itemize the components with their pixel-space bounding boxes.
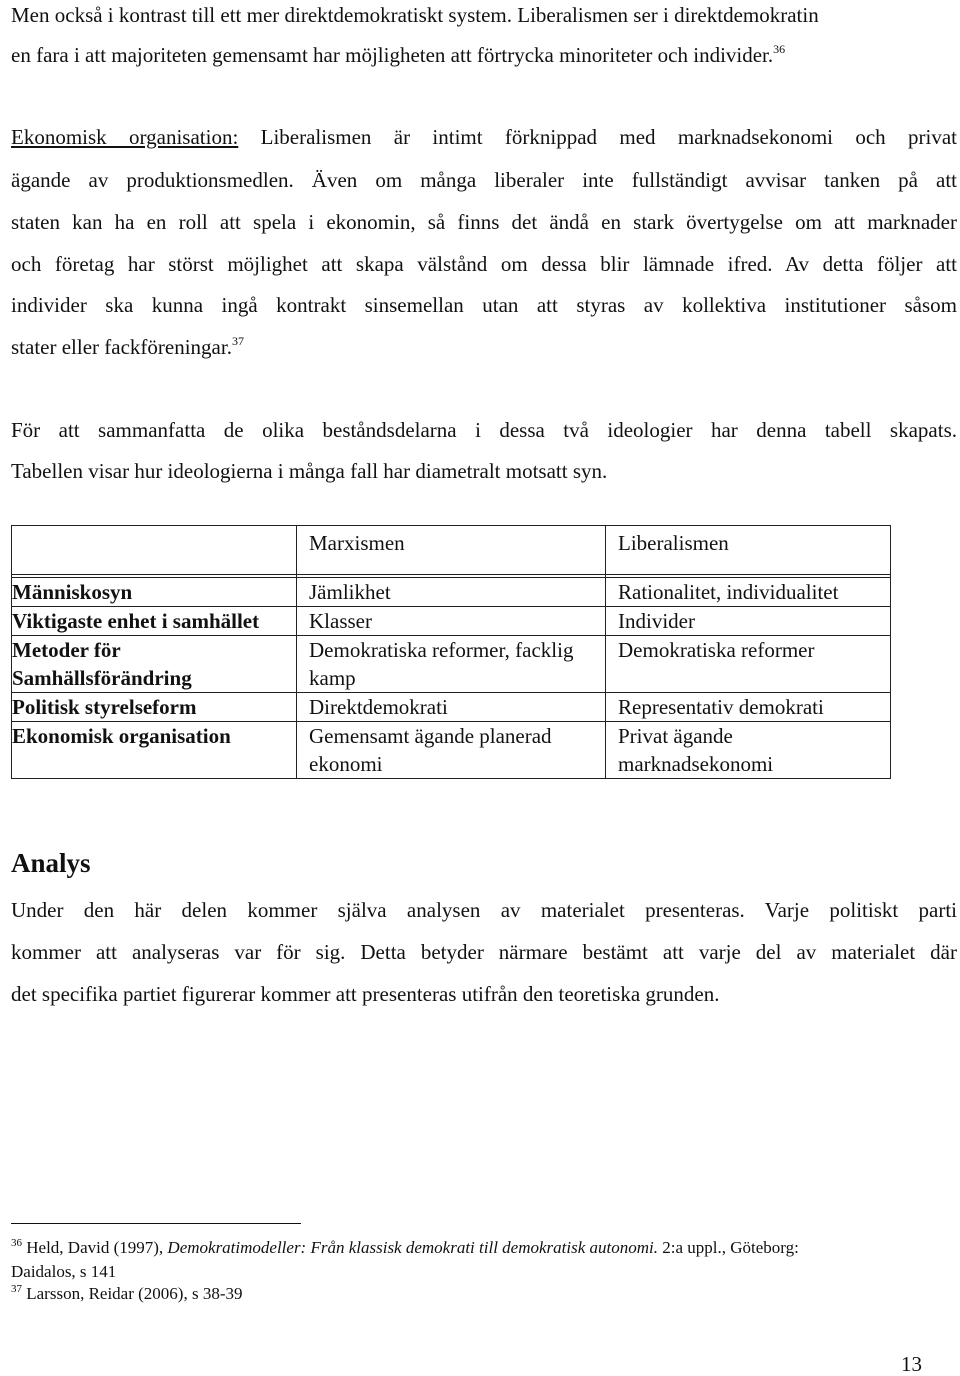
row-label: Viktigaste enhet i samhället (12, 607, 297, 636)
econ-line-1 (11, 125, 957, 149)
liberalism-cell: Privat ägande marknadsekonomi (606, 722, 891, 779)
row-label: Ekonomisk organisation (12, 722, 297, 779)
row-label: Politisk styrelseform (12, 693, 297, 722)
marxism-cell: Demokratiska reformer, facklig kamp (297, 636, 606, 693)
page-number: 13 (901, 1352, 922, 1376)
header-cell-empty (12, 526, 297, 575)
ideology-comparison-table (11, 525, 891, 779)
footnote-ref-37[interactable]: 37 (231, 334, 244, 348)
marxism-cell: Gemensamt ägande planerad ekonomi (297, 722, 606, 779)
intro-line-2-text: en fara i att majoriteten gemensamt har möjligheten att förtrycka minoriteter och individer. (11, 43, 774, 67)
section-heading-analys: Analys (11, 848, 91, 878)
liberalism-cell: Demokratiska reformer (606, 636, 891, 693)
footnote-36-title: Demokratimodeller: Från klassisk demokrati till demokratisk autonomi. (167, 1238, 658, 1257)
analys-line-1: Under den här delen kommer själva analysen av materialet presenteras. Varje politiskt parti (11, 898, 957, 922)
row-label: Människosyn (12, 578, 297, 607)
footnote-36-pre: Held, David (1997), (22, 1238, 168, 1257)
summary-line-1: För att sammanfatta de olika beståndsdelarna i dessa två ideologier har denna tabell skapats. (11, 418, 957, 442)
row-label: Metoder för Samhällsförändring (12, 636, 297, 693)
footnote-37-text: Larsson, Reidar (2006), s 38-39 (22, 1284, 243, 1303)
footnote-36-post: 2:a uppl., Göteborg: (658, 1238, 799, 1257)
econ-line-6 (11, 335, 244, 359)
summary-line-2: Tabellen visar hur ideologierna i många fall har diametralt motsatt syn. (11, 459, 608, 483)
econ-line-1-rest: Liberalismen är intimt förknippad med marknadsekonomi och privat (238, 125, 958, 149)
footnote-36-number: 36 (11, 1237, 22, 1249)
econ-line-3: staten kan ha en roll att spela i ekonomin, så finns det ändå en stark övertygelse om att marknader (11, 210, 957, 234)
footnote-36 (11, 1237, 799, 1259)
intro-line-2 (11, 43, 785, 67)
marxism-cell: Direktdemokrati (297, 693, 606, 722)
liberalism-cell: Rationalitet, individualitet (606, 578, 891, 607)
header-cell-marxismen: Marxismen (297, 526, 606, 575)
footnote-ref-36[interactable]: 36 (773, 42, 786, 56)
analys-line-3: det specifika partiet figurerar kommer att presenteras utifrån den teoretiska grunden. (11, 982, 720, 1006)
footnote-separator (11, 1223, 301, 1224)
marxism-cell: Jämlikhet (297, 578, 606, 607)
econ-line-4: och företag har störst möjlighet att skapa välstånd om dessa blir lämnade ifred. Av detta följer att (11, 252, 957, 276)
header-cell-liberalismen: Liberalismen (606, 526, 891, 575)
footnote-36-line-2: Daidalos, s 141 (11, 1262, 117, 1281)
table-row (12, 722, 891, 779)
econ-label: Ekonomisk organisation: (11, 125, 239, 149)
liberalism-cell: Individer (606, 607, 891, 636)
econ-line-5: individer ska kunna ingå kontrakt sinsemellan utan att styras av kollektiva institutioner såsom (11, 293, 957, 317)
table-row (12, 693, 891, 722)
analys-line-2: kommer att analyseras var för sig. Detta betyder närmare bestämt att varje del av materialet där (11, 940, 957, 964)
econ-line-6-text: stater eller fackföreningar. (11, 335, 232, 359)
footnote-37 (11, 1283, 243, 1305)
marxism-cell: Klasser (297, 607, 606, 636)
econ-line-2: ägande av produktionsmedlen. Även om många liberaler inte fullständigt avvisar tanken på att (11, 168, 957, 192)
footnote-37-number: 37 (11, 1283, 22, 1295)
table-row (12, 578, 891, 607)
table-row (12, 636, 891, 693)
table-header-row (12, 526, 891, 575)
liberalism-cell: Representativ demokrati (606, 693, 891, 722)
intro-line-1: Men också i kontrast till ett mer direktdemokratiskt system. Liberalismen ser i direktdemokratin (11, 3, 819, 27)
table-row (12, 607, 891, 636)
